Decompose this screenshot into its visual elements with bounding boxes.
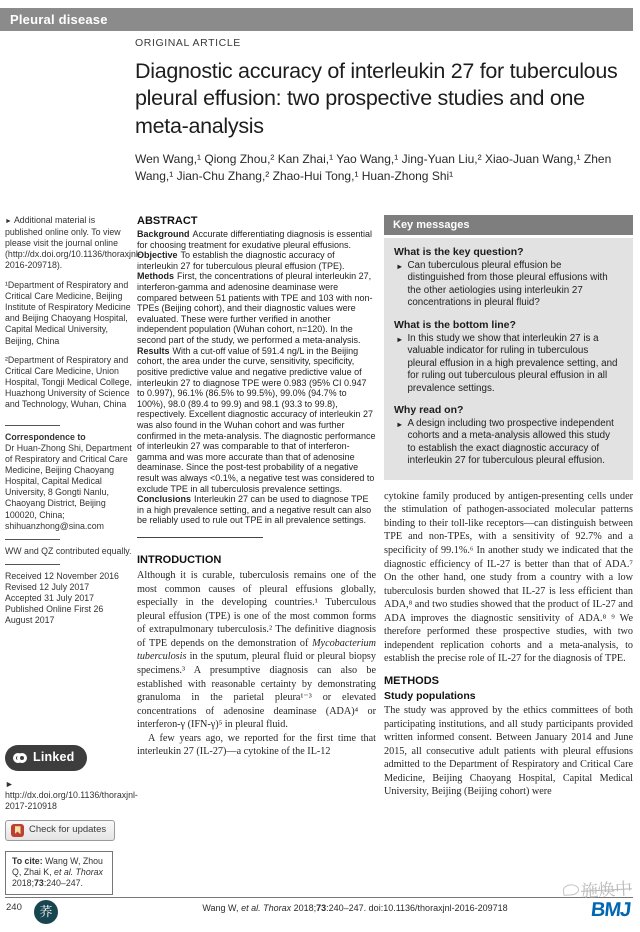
to-cite-text: Wang W, Zhou Q, Zhai K,	[12, 855, 103, 877]
footer-divider	[5, 897, 633, 898]
key-message-text: A design including two prospective independent cohorts and a meta-analysis allowed this study to establish the exact diagnostic accuracy of interleukin 27 for tuberculous pleural effusion.	[407, 417, 614, 467]
to-cite-box	[5, 851, 113, 895]
check-for-updates-button[interactable]	[5, 820, 115, 841]
article-title: Diagnostic accuracy of interleukin 27 for tuberculous pleural effusion: two prospective studies and one meta-analysis	[135, 59, 618, 138]
correspondence-text: Dr Huan-Zhong Shi, Department of Respiratory and Critical Care Medicine, Beijing Chaoyang Hospital, Capital Medical University, 8 Gongti Nanlu, Chaoyang District, Beijing 100020, China; shihuanzhong@sina.com	[5, 443, 132, 531]
body-paragraph: cytokine family produced by antigen-presenting cells under the stimulation of pathogen-associated molecular patterns binding to their toll-like receptors—can distinguish between TPE and non-TPEs, with a sensitivity of 92.7% and a specificity of 99.1%.⁶ In another study we indicated that the diagnostic efficiency of IL-27 is better than that of ADA.⁷ On the other hand, one study from a country with a low tuberculosis burden showed that IL-27 is less efficient than ADA,⁸ and two studies showed that the product of IL-27 and ADA improves the diagnostic sensitivity of ADA.⁸ ⁹ We therefore performed these prospective studies, with two independent replication cohorts and a meta-analysis, to establish the precise role of IL-27 for the diagnosis of TPE.	[384, 490, 633, 665]
abstract-paragraph	[137, 271, 376, 345]
abstract-paragraph	[137, 494, 376, 526]
abstract-paragraph	[137, 250, 376, 271]
key-message-bullet	[394, 260, 623, 310]
page-number: 240	[6, 902, 22, 913]
abstract-label: Background	[137, 229, 190, 239]
study-populations-heading: Study populations	[384, 690, 476, 702]
metadata-sidebar	[5, 215, 141, 895]
watermark-text: 施焕中	[580, 879, 633, 901]
key-messages-body	[384, 238, 633, 480]
article-body-columns	[5, 215, 633, 895]
abstract-label: Conclusions	[137, 494, 192, 505]
key-message-bullet	[394, 333, 623, 395]
abstract-label: Results	[137, 345, 170, 356]
abstract-text: With a cut-off value of 591.4 ng/L in the Beijing cohort, the area under the curve, sensitivity, specificity, positive predictive value and negative predictive value of interleukin 27 to diagnose TPE were 0.983 (95% CI 0.947 to 0.997), 96.1% (86.5% to 99.5%), 99.0% (94.7% to 100%), 98.0 (89.4 to 99.9) and 98.1 (93.3 to 99.8), respectively. Excellent diagnostic accuracy of interleukin 27 was also found in the Wuhan cohort and was further confirmed in the meta-analysis. The diagnostic performance of interleukin 27 was comparable to that of interferon-gamma and was more accurate than that of adenosine deaminase. Since the post-test probability of a negative result was always <0.1%, a negative test was considered to exclude TPE in all tuberculosis prevalence settings.	[137, 345, 376, 494]
citation-text: 2018;	[291, 903, 317, 913]
footer-citation	[135, 903, 575, 913]
arrow-right-icon: ►	[5, 778, 14, 789]
introduction-text: in the sputum, pleural fluid or pleural biopsy specimens.³ A presumptive diagnosis can also be established with reasonable certainty by demonstrating granuloma in the parietal pleura¹⁻³ or elevated concentrations of adenosine deaminase (ADA)⁴ or interferon-γ (IFN-γ)⁵ in pleural fluid.	[137, 651, 376, 731]
abstract-text: Interleukin 27 can be used to diagnose TPE in a high prevalence setting, and a negative result can also be reliably used to rule out TPE in all prevalence settings.	[137, 494, 372, 526]
abstract-heading: ABSTRACT	[137, 215, 198, 227]
arrow-bullet-icon: ►	[396, 262, 404, 271]
crossmark-icon	[11, 824, 24, 837]
affiliation-1: ¹Department of Respiratory and Critical Care Medicine, Beijing Institute of Respiratory Medicine and Beijing Chaoyang Hospital, Capital Medical University, Beijing, China	[5, 280, 131, 346]
key-message-text: In this study we show that interleukin 27 is a valuable indicator for ruling in tuberculous pleural effusion in a high prevalence setting, and for ruling out tuberculous pleural effusion in all prevalence settings.	[407, 332, 618, 394]
introduction-heading: INTRODUCTION	[137, 554, 222, 567]
published-date: Published Online First 26 August 2017	[5, 604, 104, 626]
additional-material-text: Additional material is published online only. To view please visit the journal online (http://dx.doi.org/10.1136/thoraxjnl-2016-209718).	[5, 215, 141, 271]
to-cite-text: :240–247.	[43, 877, 83, 888]
abstract-text: Accurate differentiating diagnosis is essential for choosing treatment for exudative pleural effusions.	[137, 229, 372, 250]
bottom-line-heading: What is the bottom line?	[394, 318, 516, 331]
why-read-on-heading: Why read on?	[394, 403, 464, 416]
right-column	[384, 215, 633, 895]
arrow-right-icon: ►	[5, 218, 12, 225]
sidebar-divider	[5, 539, 60, 540]
chain-link-icon	[13, 753, 27, 763]
key-question-heading: What is the key question?	[394, 246, 524, 258]
abstract-divider	[137, 537, 263, 538]
key-messages-heading: Key messages	[384, 215, 633, 235]
sidebar-divider	[5, 425, 60, 426]
abstract-text: To establish the diagnostic accuracy of interleukin 27 for tuberculous pleural effusion (TPE).	[137, 250, 345, 271]
article-history	[5, 571, 132, 626]
linked-doi-link[interactable]	[5, 778, 138, 812]
linked-badge-label: Linked	[33, 749, 75, 764]
accepted-date: Accepted 31 July 2017	[5, 592, 95, 603]
check-for-updates-label: Check for updates	[29, 824, 107, 836]
species-name-italic: Mycobacterium tuberculosis	[137, 637, 376, 663]
abstract-body	[137, 229, 376, 526]
citation-volume: 73	[316, 903, 327, 913]
contributed-note: WW and QZ contributed equally.	[5, 545, 132, 556]
author-list: Wen Wang,¹ Qiong Zhou,² Kan Zhai,¹ Yao Wang,¹ Jing-Yuan Liu,² Xiao-Juan Wang,¹ Zhen Wang,¹ Jian-Chu Zhang,² Zhao-Hui Tong,¹ Huan-Zhong Shi¹	[135, 151, 612, 183]
sidebar-bottom-group	[5, 745, 138, 895]
introduction-paragraph	[137, 569, 376, 732]
citation-italic: et al. Thorax	[241, 903, 292, 913]
introduction-paragraph: A few years ago, we reported for the first time that interleukin 27 (IL-27)—a cytokine of the IL-12	[137, 732, 376, 758]
linked-article-badge[interactable]	[5, 745, 87, 771]
body-paragraph: The study was approved by the ethics committees of both participating institutions, and all study participants provided written informed consent. Between January 2014 and June 2015, all consecutive adult patients with pleural effusions admitted to the Department of Respiratory and Critical Care Medicine, Beijing Chaoyang Hospital, Capital Medical University, Beijing (Beijing cohort) were	[384, 705, 633, 798]
abstract-label: Methods	[137, 271, 174, 282]
citation-text: Wang W,	[202, 903, 242, 913]
bmj-logo: BMJ	[589, 899, 632, 921]
introduction-text: Although it is curable, tuberculosis remains one of the most common causes of pleural effusions globally, especially in the developing countries.¹ Tuberculous pleural effusion (TPE) is one of the most common forms of extrapulmonary tuberculosis.² The definitive diagnosis of TPE depends on the demonstration of	[137, 570, 376, 649]
article-header	[135, 37, 633, 184]
key-message-bullet	[394, 418, 623, 468]
arrow-bullet-icon: ►	[396, 419, 404, 429]
linked-doi-text: http://dx.doi.org/10.1136/thoraxjnl-2017-210918	[5, 789, 138, 811]
abstract-text: First, the concentrations of pleural interleukin 27, interferon-gamma and adenosine deaminase were compared between 51 patients with TPE and 103 with non-TPEs (Beijing cohort), and their diagnostic values were evaluated. These were further verified in another independent population (Wuhan cohort, n=120). In the second part of the study, we performed a meta-analysis.	[137, 271, 373, 346]
affiliation-2: ²Department of Respiratory and Critical Care Medicine, Union Hospital, Tongji Medical College, Huazhong University of Science and Technology, Wuhan, China	[5, 354, 132, 409]
seal-stamp-icon: 荞	[34, 900, 58, 924]
to-cite-label: To cite:	[12, 855, 43, 866]
arrow-bullet-icon: ►	[396, 334, 404, 344]
methods-heading: METHODS	[384, 675, 439, 687]
watermark-face-icon	[563, 884, 580, 896]
revised-date: Revised 12 July 2017	[5, 581, 90, 592]
sidebar-divider	[5, 564, 60, 565]
additional-material-note	[5, 215, 141, 271]
received-date: Received 12 November 2016	[5, 570, 119, 581]
article-type-label: ORIGINAL ARTICLE	[135, 37, 241, 49]
key-message-text: Can tuberculous pleural effusion be distinguished from those pleural effusions with the other aetiologies using interleukin 27 concentrations in pleural fluid?	[407, 260, 608, 309]
citation-text: :240–247. doi:10.1136/thoraxjnl-2016-209718	[326, 903, 508, 913]
abstract-column	[137, 215, 376, 895]
correspondence-label: Correspondence to	[5, 431, 86, 442]
abstract-label: Objective	[137, 250, 178, 261]
key-messages-box	[384, 215, 633, 480]
to-cite-volume: 73	[34, 877, 44, 888]
to-cite-text: 2018;	[12, 877, 35, 888]
section-banner: Pleural disease	[0, 8, 633, 31]
to-cite-italic: et al. Thorax	[54, 866, 103, 877]
abstract-paragraph	[137, 229, 376, 250]
abstract-paragraph	[137, 346, 376, 495]
